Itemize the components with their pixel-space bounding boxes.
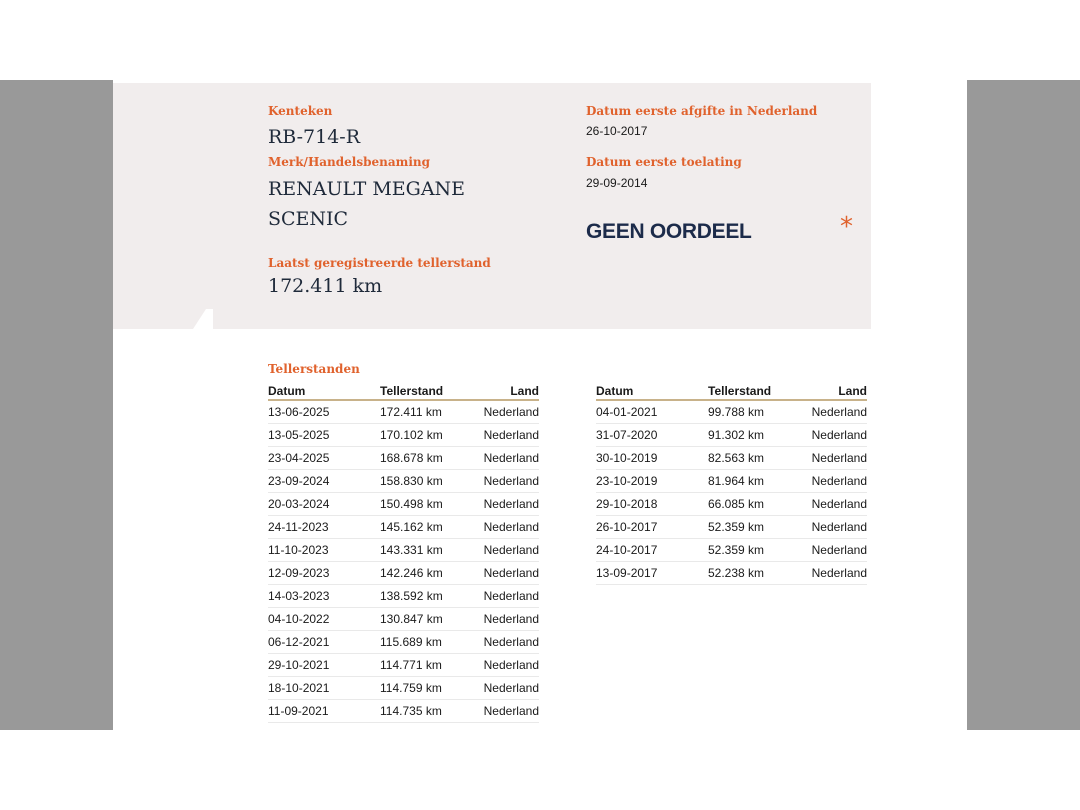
cell-land: Nederland: [465, 424, 539, 447]
cell-land: Nederland: [793, 470, 867, 493]
verdict-text: GEEN OORDEEL: [586, 220, 752, 243]
cell-datum: 06-12-2021: [268, 631, 380, 654]
tellerstand-label: Laatst geregistreerde tellerstand: [268, 256, 491, 270]
vehicle-summary-panel: [113, 83, 871, 329]
header-tellerstand: Tellerstand: [380, 382, 465, 400]
kenteken-value: RB-714-R: [268, 126, 361, 148]
cell-datum: 11-09-2021: [268, 700, 380, 723]
table-row: [268, 470, 539, 493]
table-row: [596, 447, 867, 470]
toelating-value: 29-09-2014: [586, 176, 648, 190]
cell-datum: 14-03-2023: [268, 585, 380, 608]
cell-tellerstand: 142.246 km: [380, 562, 465, 585]
kenteken-label: Kenteken: [268, 104, 333, 118]
cell-datum: 23-09-2024: [268, 470, 380, 493]
cell-datum: 31-07-2020: [596, 424, 708, 447]
header-tellerstand: Tellerstand: [708, 382, 793, 400]
merk-value-line1: RENAULT MEGANE: [268, 178, 466, 200]
afgifte-value: 26-10-2017: [586, 124, 648, 138]
footnote-asterisk: *: [840, 212, 853, 242]
table-row: [268, 424, 539, 447]
table-row: [596, 562, 867, 585]
table-row: [268, 677, 539, 700]
toelating-label: Datum eerste toelating: [586, 155, 742, 169]
table-row: [268, 608, 539, 631]
cell-tellerstand: 143.331 km: [380, 539, 465, 562]
cell-datum: 30-10-2019: [596, 447, 708, 470]
cell-datum: 18-10-2021: [268, 677, 380, 700]
cell-tellerstand: 170.102 km: [380, 424, 465, 447]
cell-tellerstand: 114.735 km: [380, 700, 465, 723]
cell-tellerstand: 114.759 km: [380, 677, 465, 700]
cell-datum: 29-10-2018: [596, 493, 708, 516]
cell-tellerstand: 150.498 km: [380, 493, 465, 516]
cell-land: Nederland: [793, 516, 867, 539]
cell-tellerstand: 66.085 km: [708, 493, 793, 516]
cell-datum: 23-04-2025: [268, 447, 380, 470]
cell-land: Nederland: [793, 424, 867, 447]
cell-land: Nederland: [793, 447, 867, 470]
tellerstanden-table-right: [596, 382, 867, 585]
table-row: [596, 470, 867, 493]
cell-tellerstand: 115.689 km: [380, 631, 465, 654]
cell-land: Nederland: [465, 608, 539, 631]
cell-tellerstand: 114.771 km: [380, 654, 465, 677]
cell-land: Nederland: [465, 470, 539, 493]
cell-land: Nederland: [793, 562, 867, 585]
table-row: [596, 516, 867, 539]
cell-tellerstand: 52.359 km: [708, 539, 793, 562]
table-row: [596, 400, 867, 424]
table-row: [268, 539, 539, 562]
cell-land: Nederland: [793, 493, 867, 516]
table-row: [596, 539, 867, 562]
cell-datum: 13-06-2025: [268, 400, 380, 424]
cell-land: Nederland: [465, 539, 539, 562]
cell-tellerstand: 168.678 km: [380, 447, 465, 470]
table-header-row: [268, 382, 539, 400]
right-gray-margin: [967, 80, 1080, 730]
tellerstand-value: 172.411 km: [268, 275, 383, 297]
table-row: [268, 516, 539, 539]
cell-tellerstand: 52.238 km: [708, 562, 793, 585]
cell-tellerstand: 145.162 km: [380, 516, 465, 539]
cell-tellerstand: 130.847 km: [380, 608, 465, 631]
merk-label: Merk/Handelsbenaming: [268, 155, 431, 169]
cell-land: Nederland: [465, 516, 539, 539]
header-datum: Datum: [596, 382, 708, 400]
header-land: Land: [465, 382, 539, 400]
table-row: [268, 654, 539, 677]
cell-land: Nederland: [465, 493, 539, 516]
cell-land: Nederland: [465, 654, 539, 677]
cell-tellerstand: 99.788 km: [708, 400, 793, 424]
cell-land: Nederland: [465, 700, 539, 723]
cell-tellerstand: 172.411 km: [380, 400, 465, 424]
cell-datum: 04-01-2021: [596, 400, 708, 424]
table-header-row: [596, 382, 867, 400]
table-row: [596, 424, 867, 447]
cell-tellerstand: 81.964 km: [708, 470, 793, 493]
table-row: [268, 562, 539, 585]
header-land: Land: [793, 382, 867, 400]
cell-datum: 24-10-2017: [596, 539, 708, 562]
cell-datum: 12-09-2023: [268, 562, 380, 585]
afgifte-label: Datum eerste afgifte in Nederland: [586, 104, 818, 118]
cell-land: Nederland: [465, 447, 539, 470]
document-page: [113, 80, 967, 730]
cell-tellerstand: 158.830 km: [380, 470, 465, 493]
cell-datum: 23-10-2019: [596, 470, 708, 493]
table-row: [268, 400, 539, 424]
table-row: [268, 631, 539, 654]
tellerstanden-table-left: [268, 382, 539, 723]
table-row: [268, 447, 539, 470]
cell-datum: 13-09-2017: [596, 562, 708, 585]
table-row: [268, 585, 539, 608]
table-row: [268, 493, 539, 516]
cell-datum: 04-10-2022: [268, 608, 380, 631]
left-gray-margin: [0, 80, 113, 730]
cell-datum: 26-10-2017: [596, 516, 708, 539]
cell-datum: 29-10-2021: [268, 654, 380, 677]
header-datum: Datum: [268, 382, 380, 400]
cell-tellerstand: 138.592 km: [380, 585, 465, 608]
table-row: [596, 493, 867, 516]
merk-value-line2: SCENIC: [268, 208, 349, 230]
cell-land: Nederland: [465, 631, 539, 654]
cell-datum: 13-05-2025: [268, 424, 380, 447]
table-row: [268, 700, 539, 723]
cell-datum: 11-10-2023: [268, 539, 380, 562]
cell-land: Nederland: [465, 400, 539, 424]
tellerstanden-title: Tellerstanden: [268, 362, 360, 376]
cell-land: Nederland: [465, 677, 539, 700]
cell-datum: 20-03-2024: [268, 493, 380, 516]
cell-land: Nederland: [465, 562, 539, 585]
cell-tellerstand: 91.302 km: [708, 424, 793, 447]
cell-land: Nederland: [465, 585, 539, 608]
cell-land: Nederland: [793, 539, 867, 562]
cell-tellerstand: 52.359 km: [708, 516, 793, 539]
cell-land: Nederland: [793, 400, 867, 424]
cell-datum: 24-11-2023: [268, 516, 380, 539]
cell-tellerstand: 82.563 km: [708, 447, 793, 470]
